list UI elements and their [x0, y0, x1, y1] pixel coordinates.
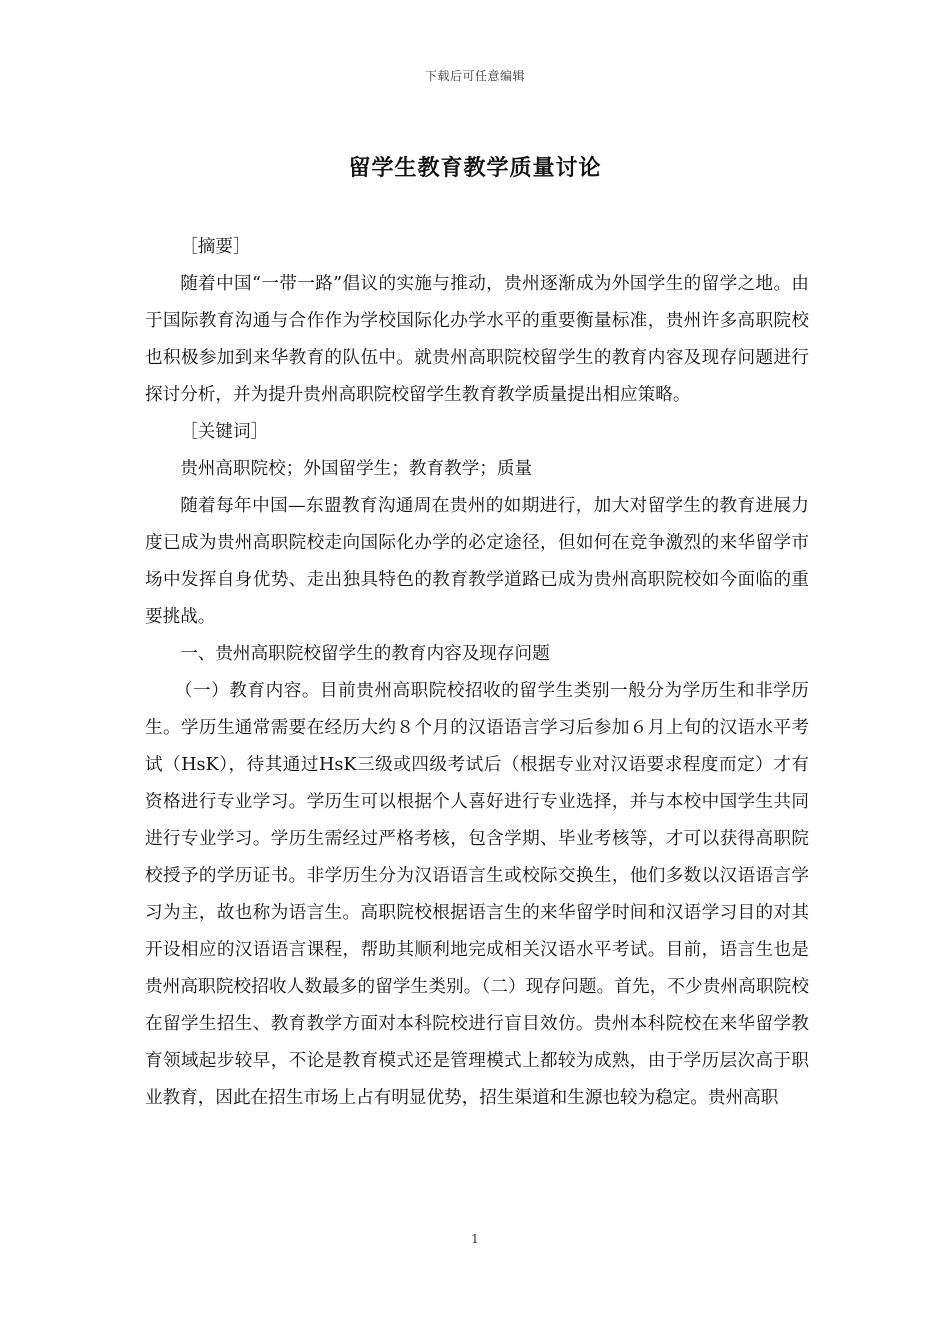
abstract-paragraph: 随着中国“一带一路”倡议的实施与推动，贵州逐渐成为外国学生的留学之地。由于国际教育沟通与合作作为学校国际化办学水平的重要衡量标准，贵州许多高职院校也积极参加到来华教育的队伍中。就贵州高职院校留学生的教育内容及现存问题进行探讨分析，并为提升贵州高职院校留学生教育教学质量提出相应策略。: [145, 274, 809, 405]
document-title: 留学生教育教学质量讨论: [348, 156, 602, 181]
keywords-heading: ［关键词］: [180, 422, 269, 442]
document-body: [145, 229, 809, 1117]
section-paragraph-1: （一）教育内容。目前贵州高职院校招收的留学生类别一般分为学历生和非学历生。学历生通常需要在经历大约８个月的汉语语言学习后参加６月上旬的汉语水平考试（HsK），待其通过HsK三级或四级考试后（根据专业对汉语要求程度而定）才有资格进行专业学习。学历生可以根据个人喜好进行专业选择，并与本校中国学生共同进行专业学习。学历生需经过严格考核，包含学期、毕业考核等，才可以获得高职院校授予的学历证书。非学历生分为汉语语言生或校际交换生，他们多数以汉语语言学习为主，故也称为语言生。高职院校根据语言生的来华留学时间和汉语学习目的对其开设相应的汉语语言课程，帮助其顺利地完成相关汉语水平考试。目前，语言生也是贵州高职院校招收人数最多的留学生类别。（二）现存问题。首先，不少贵州高职院校在留学生招生、教育教学方面对本科院校进行盲目效仿。贵州本科院校在来华留学教育领域起步较早，不论是教育模式还是管理模式上都较为成熟，由于学历层次高于职业教育，因此在招生市场上占有明显优势，招生渠道和生源也较为稳定。贵州高职: [145, 681, 809, 1108]
keywords-list: 贵州高职院校；外国留学生；教育教学；质量: [180, 459, 533, 479]
intro-paragraph: 随着每年中国—东盟教育沟通周在贵州的如期进行，加大对留学生的教育进展力度已成为贵州高职院校走向国际化办学的必定途径，但如何在竞争激烈的来华留学市场中发挥自身优势、走出独具特色的教育教学道路已成为贵州高职院校如今面临的重要挑战。: [145, 496, 809, 627]
abstract-heading: ［摘要］: [180, 237, 251, 257]
page-number: 1: [471, 1232, 479, 1246]
section-heading-1: 一、贵州高职院校留学生的教育内容及现存问题: [180, 644, 550, 664]
header-note: 下载后可任意编辑: [424, 69, 525, 83]
